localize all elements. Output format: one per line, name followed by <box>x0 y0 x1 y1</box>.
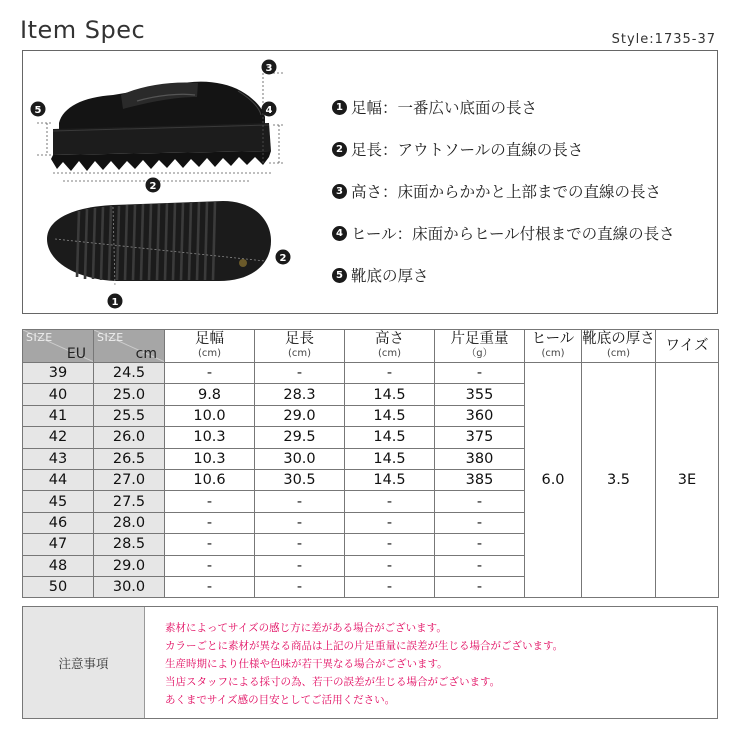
legend-text: 高さ：床面からかかと上部までの直線の長さ <box>351 183 662 201</box>
marker-2-side <box>146 178 161 193</box>
cm-cell: 26.0 <box>94 427 165 448</box>
weight-cell: - <box>435 555 525 576</box>
page-title: Item Spec <box>20 16 146 44</box>
wise-cell: 3E <box>656 363 719 598</box>
cm-cell: 28.0 <box>94 512 165 533</box>
height-cell: - <box>345 534 435 555</box>
eu-cell: 44 <box>23 469 94 490</box>
heel-cell: 6.0 <box>525 363 582 598</box>
header-width: 足幅 (cm) <box>165 330 255 363</box>
width-cell: - <box>165 576 255 597</box>
number-circle-icon: 3 <box>332 184 347 199</box>
width-cell: - <box>165 363 255 384</box>
table-row <box>23 363 719 384</box>
header-heel: ヒール (cm) <box>525 330 582 363</box>
cm-cell: 25.0 <box>94 384 165 405</box>
note-line: カラーごとに素材が異なる商品は上記の片足重量に誤差が生じる場合がございます。 <box>165 640 564 652</box>
eu-cell: 42 <box>23 427 94 448</box>
notes-section <box>22 606 718 719</box>
length-cell: - <box>255 363 345 384</box>
note-line: 素材によってサイズの感じ方に差がある場合がございます。 <box>165 622 447 634</box>
number-circle-icon: 4 <box>332 226 347 241</box>
header-length: 足長 (cm) <box>255 330 345 363</box>
legend-item <box>332 128 675 170</box>
legend-text: 足長：アウトソールの直線の長さ <box>351 141 584 159</box>
height-cell: 14.5 <box>345 384 435 405</box>
number-circle-icon: 2 <box>332 142 347 157</box>
cm-label: cm <box>135 346 157 362</box>
size-eu-header <box>23 330 94 363</box>
length-cell: - <box>255 491 345 512</box>
cm-cell: 24.5 <box>94 363 165 384</box>
marker-2-sole <box>276 250 291 265</box>
size-label: SIZE <box>97 331 124 344</box>
length-cell: 29.5 <box>255 427 345 448</box>
length-cell: - <box>255 512 345 533</box>
shoe-diagram <box>23 51 333 313</box>
cm-cell: 29.0 <box>94 555 165 576</box>
cm-cell: 26.5 <box>94 448 165 469</box>
svg-text:2: 2 <box>149 181 157 192</box>
marker-1-sole <box>108 294 123 309</box>
header-height: 高さ (cm) <box>345 330 435 363</box>
svg-text:4: 4 <box>265 105 273 116</box>
height-cell: - <box>345 363 435 384</box>
width-cell: 9.8 <box>165 384 255 405</box>
eu-cell: 43 <box>23 448 94 469</box>
note-line: 生産時期により仕様や色味が若干異なる場合がございます。 <box>165 658 448 670</box>
height-cell: 14.5 <box>345 469 435 490</box>
height-cell: - <box>345 512 435 533</box>
svg-text:1: 1 <box>111 297 119 308</box>
header-sole-thickness: 靴底の厚さ (cm) <box>582 330 656 363</box>
legend-item <box>332 254 675 296</box>
length-cell: 30.5 <box>255 469 345 490</box>
length-cell: - <box>255 534 345 555</box>
marker-3-top <box>262 60 277 75</box>
height-cell: 14.5 <box>345 405 435 426</box>
height-cell: - <box>345 491 435 512</box>
weight-cell: - <box>435 512 525 533</box>
note-line: あくまでサイズ感の目安としてご活用ください。 <box>165 694 396 706</box>
width-cell: - <box>165 555 255 576</box>
number-circle-icon: 5 <box>332 268 347 283</box>
cm-cell: 30.0 <box>94 576 165 597</box>
header-wise: ワイズ <box>656 330 719 363</box>
note-line: 当店スタッフによる採寸の為、若干の誤差が生じる場合がございます。 <box>165 676 501 688</box>
width-cell: 10.3 <box>165 427 255 448</box>
length-cell: - <box>255 555 345 576</box>
weight-cell: 375 <box>435 427 525 448</box>
shoe-sole-view-image <box>47 201 271 281</box>
shoe-side-view-image <box>51 82 271 171</box>
header-weight: 片足重量 （g） <box>435 330 525 363</box>
weight-cell: 355 <box>435 384 525 405</box>
weight-cell: 360 <box>435 405 525 426</box>
length-cell: - <box>255 576 345 597</box>
height-cell: 14.5 <box>345 448 435 469</box>
eu-cell: 39 <box>23 363 94 384</box>
weight-cell: - <box>435 491 525 512</box>
cm-cell: 27.5 <box>94 491 165 512</box>
legend-item <box>332 86 675 128</box>
sole-thickness-cell: 3.5 <box>582 363 656 598</box>
weight-cell: - <box>435 534 525 555</box>
length-cell: 28.3 <box>255 384 345 405</box>
size-label: SIZE <box>26 331 53 344</box>
marker-4 <box>262 102 277 117</box>
width-cell: 10.3 <box>165 448 255 469</box>
legend-text: ヒール：床面からヒール付根までの直線の長さ <box>351 225 675 243</box>
measurement-legend <box>332 86 675 296</box>
height-cell: 14.5 <box>345 427 435 448</box>
legend-text: 靴底の厚さ <box>351 267 429 285</box>
notes-label: 注意事項 <box>23 607 145 718</box>
height-cell: - <box>345 555 435 576</box>
legend-item <box>332 212 675 254</box>
notes-list <box>145 607 563 718</box>
style-code: Style:1735-37 <box>611 32 716 47</box>
eu-cell: 50 <box>23 576 94 597</box>
legend-text: 足幅：一番広い底面の長さ <box>351 99 538 117</box>
cm-cell: 27.0 <box>94 469 165 490</box>
eu-cell: 47 <box>23 534 94 555</box>
marker-5 <box>31 102 46 117</box>
weight-cell: 380 <box>435 448 525 469</box>
width-cell: 10.6 <box>165 469 255 490</box>
size-table <box>22 329 719 598</box>
cm-cell: 25.5 <box>94 405 165 426</box>
weight-cell: 385 <box>435 469 525 490</box>
eu-cell: 48 <box>23 555 94 576</box>
length-cell: 29.0 <box>255 405 345 426</box>
eu-cell: 45 <box>23 491 94 512</box>
svg-text:3: 3 <box>265 63 273 74</box>
legend-item <box>332 170 675 212</box>
width-cell: - <box>165 512 255 533</box>
number-circle-icon: 1 <box>332 100 347 115</box>
width-cell: 10.0 <box>165 405 255 426</box>
width-cell: - <box>165 491 255 512</box>
eu-cell: 40 <box>23 384 94 405</box>
size-cm-header <box>94 330 165 363</box>
weight-cell: - <box>435 576 525 597</box>
eu-cell: 46 <box>23 512 94 533</box>
cm-cell: 28.5 <box>94 534 165 555</box>
length-cell: 30.0 <box>255 448 345 469</box>
svg-text:5: 5 <box>34 105 42 116</box>
weight-cell: - <box>435 363 525 384</box>
height-cell: - <box>345 576 435 597</box>
eu-cell: 41 <box>23 405 94 426</box>
width-cell: - <box>165 534 255 555</box>
eu-label: EU <box>66 346 86 362</box>
svg-text:2: 2 <box>279 253 287 264</box>
